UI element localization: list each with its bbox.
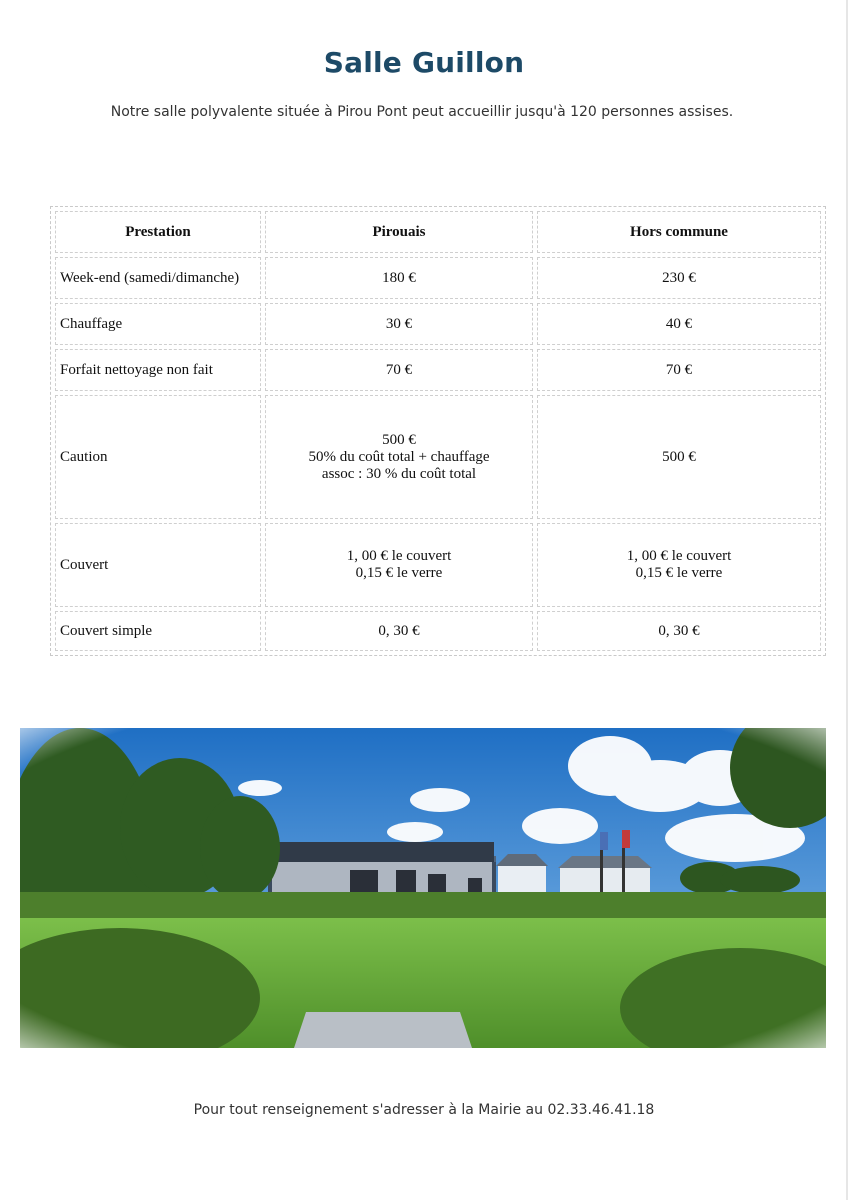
- landscape-illustration: [20, 728, 826, 1048]
- header-pirouais: Pirouais: [265, 211, 533, 253]
- hors-commune-cell: 500 €: [537, 395, 821, 519]
- page-title: Salle Guillon: [323, 46, 525, 79]
- hors-commune-cell: 1, 00 € le couvert 0,15 € le verre: [537, 523, 821, 607]
- table-row: [55, 303, 821, 345]
- prestation-cell: Couvert: [55, 523, 261, 607]
- prestation-cell: Forfait nettoyage non fait: [55, 349, 261, 391]
- hors-commune-cell: 0, 30 €: [537, 611, 821, 651]
- pirouais-cell: 500 € 50% du coût total + chauffage assoc : 30 % du coût total: [265, 395, 533, 519]
- table-row: [55, 611, 821, 651]
- header-prestation: Prestation: [55, 211, 261, 253]
- prestation-cell: Chauffage: [55, 303, 261, 345]
- prestation-cell: Couvert simple: [55, 611, 261, 651]
- table-row: [55, 395, 821, 519]
- pirouais-cell: 30 €: [265, 303, 533, 345]
- pricing-table: [50, 206, 826, 656]
- table-row: [55, 349, 821, 391]
- pirouais-cell: 180 €: [265, 257, 533, 299]
- hors-commune-cell: 40 €: [537, 303, 821, 345]
- salle-photo: [20, 728, 826, 1048]
- table-header-row: [55, 211, 821, 253]
- table-row: [55, 257, 821, 299]
- header-hors-commune: Hors commune: [537, 211, 821, 253]
- pirouais-cell: 70 €: [265, 349, 533, 391]
- contact-footer: Pour tout renseignement s'adresser à la Mairie au 02.33.46.41.18: [193, 1102, 655, 1118]
- prestation-cell: Week-end (samedi/dimanche): [55, 257, 261, 299]
- intro-text: Notre salle polyvalente située à Pirou Pont peut accueillir jusqu'à 120 personnes assises.: [110, 104, 734, 120]
- hors-commune-cell: 230 €: [537, 257, 821, 299]
- pirouais-cell: 0, 30 €: [265, 611, 533, 651]
- table-row: [55, 523, 821, 607]
- pirouais-cell: 1, 00 € le couvert 0,15 € le verre: [265, 523, 533, 607]
- photo-vignette: [20, 728, 826, 1048]
- hors-commune-cell: 70 €: [537, 349, 821, 391]
- prestation-cell: Caution: [55, 395, 261, 519]
